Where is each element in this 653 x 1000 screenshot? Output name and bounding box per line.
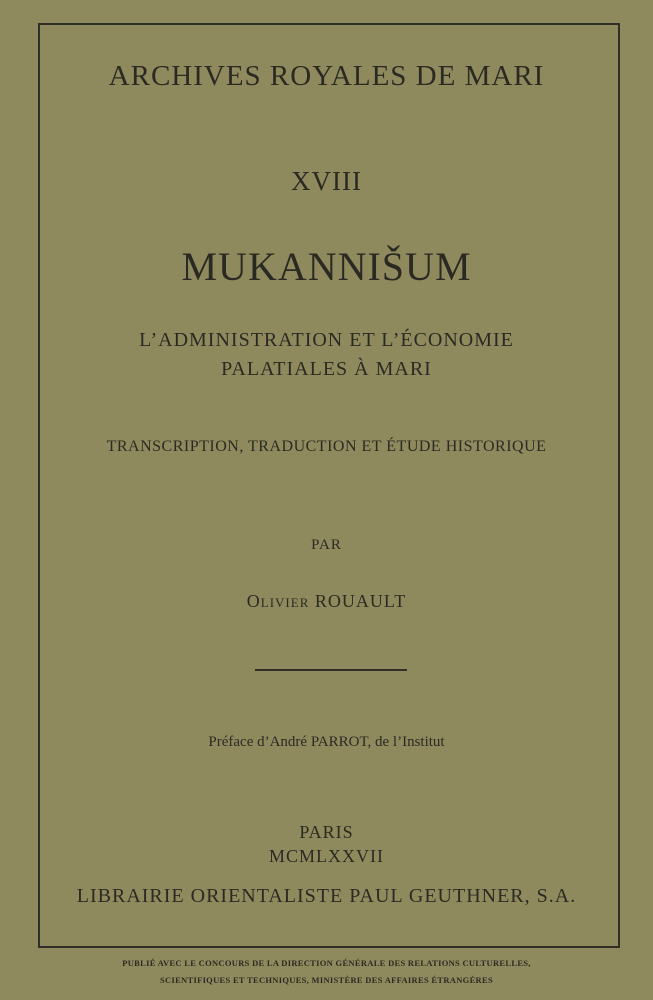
volume-number: XVIII bbox=[291, 166, 362, 196]
publication-year: MCMLXXVII bbox=[269, 846, 384, 866]
preface-credit: Préface d’André PARROT, de l’Institut bbox=[208, 734, 445, 750]
author-name bbox=[0, 591, 653, 612]
footer-note-line-1: PUBLIÉ AVEC LE CONCOURS DE LA DIRECTION GÉNÉRALE DES RELATIONS CULTURELLES, bbox=[122, 958, 531, 968]
footer-note-line-2: SCIENTIFIQUES ET TECHNIQUES, MINISTÈRE DES AFFAIRES ÉTRANGÈRES bbox=[160, 975, 493, 985]
by-label: PAR bbox=[311, 537, 342, 553]
work-description: TRANSCRIPTION, TRADUCTION ET ÉTUDE HISTORIQUE bbox=[106, 438, 547, 455]
subtitle-line-2: PALATIALES À MARI bbox=[221, 358, 432, 380]
author-last-name: ROUAULT bbox=[314, 591, 407, 611]
publication-city: PARIS bbox=[299, 822, 354, 842]
cover-border-frame bbox=[38, 23, 620, 948]
author-first-name: Olivier bbox=[246, 591, 310, 611]
series-title: ARCHIVES ROYALES DE MARI bbox=[108, 60, 545, 92]
publisher-name: LIBRAIRIE ORIENTALISTE PAUL GEUTHNER, S.A. bbox=[76, 885, 577, 907]
book-title: MUKANNIŠUM bbox=[181, 244, 472, 289]
divider-rule bbox=[255, 669, 407, 671]
subtitle-line-1: L’ADMINISTRATION ET L’ÉCONOMIE bbox=[139, 329, 514, 351]
